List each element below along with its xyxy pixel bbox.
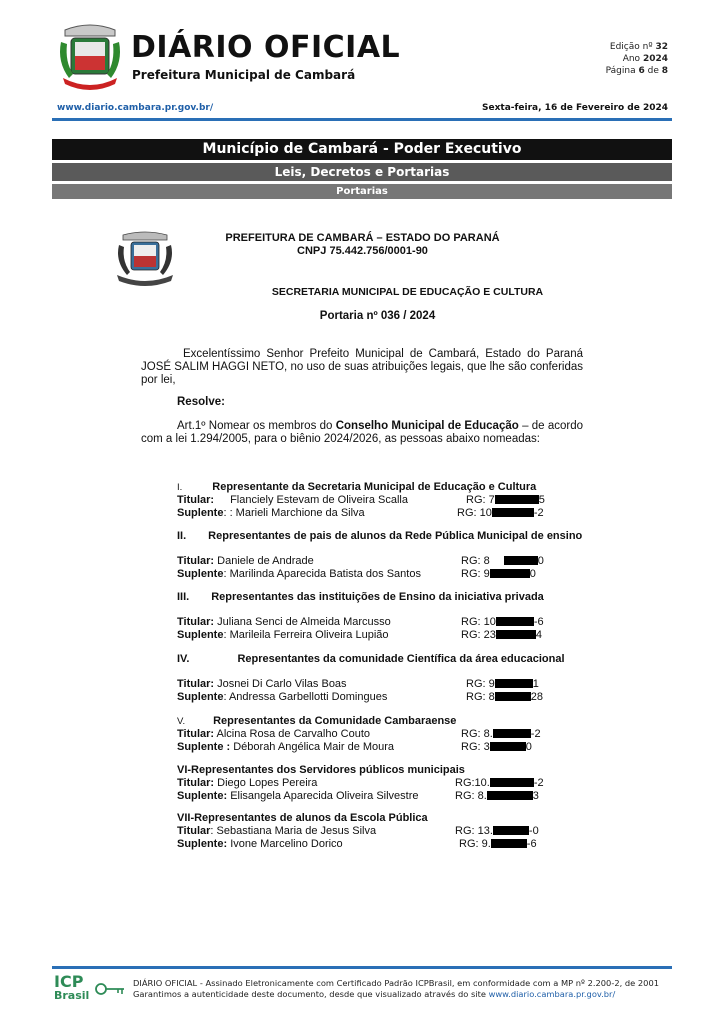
member-section: VII-Representantes de alunos da Escola Pública <box>177 812 428 824</box>
intro-paragraph: Excelentíssimo Senhor Prefeito Municipal de Cambará, Estado do Paraná JOSÉ SALIM HAGGI NETO, no uso de suas atribuições legais, que lhe são conferidas por lei, <box>141 348 583 386</box>
titular-rg: RG:10. -2 <box>455 777 544 789</box>
document-cnpj: CNPJ 75.442.756/0001-90 <box>297 245 428 257</box>
resolve-heading: Resolve: <box>177 396 225 408</box>
publication-date: Sexta-feira, 16 de Fevereiro de 2024 <box>482 103 668 113</box>
titular-rg: RG: 13. -0 <box>455 825 539 837</box>
document-entity: PREFEITURA DE CAMBARÁ – ESTADO DO PARANÁ <box>225 232 500 244</box>
titular-rg: RG: 10 -6 <box>461 616 544 628</box>
ordinance-title: Portaria nº 036 / 2024 <box>319 310 436 322</box>
icp-brasil-logo: ICP Brasil <box>54 975 129 1005</box>
titular-rg: RG: 9 1 <box>466 678 539 690</box>
suplente-row: Suplente: Marileila Ferreira Oliveira Lupião <box>177 629 389 641</box>
member-section: III. Representantes das instituições de Ensino da iniciativa privada <box>177 591 544 603</box>
titular-row: Titular: Daniele de Andrade <box>177 555 314 567</box>
suplente-rg: RG: 9 0 <box>461 568 536 580</box>
titular-row: Titular: Alcina Rosa de Carvalho Couto <box>177 728 371 740</box>
suplente-rg: RG: 9. -6 <box>459 838 537 850</box>
titular-row: Titular: Juliana Senci de Almeida Marcusso <box>177 616 391 628</box>
subcategory-bar: Portarias <box>52 184 672 199</box>
edition-info: Edição nº 32 Ano 2024 Página 6 de 8 <box>605 42 668 76</box>
member-section: VI-Representantes dos Servidores públicos municipais <box>177 764 465 776</box>
footer-signature-note: DIÁRIO OFICIAL - Assinado Eletronicamente com Certificado Padrão ICPBrasil, em conformidade com a MP nº 2.200-2, de 2001 Garantimos a autenticidade deste documento, desde que visualizado através do site www.diario.cambara.pr.gov.br/ <box>133 978 659 999</box>
suplente-row: Suplente: Andressa Garbellotti Domingues <box>177 691 388 703</box>
suplente-rg: RG: 23 4 <box>461 629 542 641</box>
footer-divider <box>52 966 672 969</box>
titular-rg: RG: 8. -2 <box>461 728 541 740</box>
member-section: IV. Representantes da comunidade Científica da área educacional <box>177 653 565 665</box>
titular-row: Titular: Diego Lopes Pereira <box>177 777 318 789</box>
key-icon <box>94 979 126 999</box>
secretariat-name: SECRETARIA MUNICIPAL DE EDUCAÇÃO E CULTURA <box>271 286 544 298</box>
header-divider <box>52 118 672 121</box>
titular-rg: RG: 8 0 <box>461 555 544 567</box>
newspaper-subtitle: Prefeitura Municipal de Cambará <box>132 68 356 82</box>
municipal-coat-of-arms-logo <box>57 22 123 92</box>
article-1-paragraph: Art.1º Nomear os membros do Conselho Municipal de Educação – de acordo com a lei 1.294/2005, para o biênio 2024/2026, as pessoas abaixo nomeadas: <box>141 420 583 445</box>
suplente-row: Suplente: Marilinda Aparecida Batista dos Santos <box>177 568 421 580</box>
suplente-row: Suplente: : Marieli Marchione da Silva <box>177 507 365 519</box>
member-section: I. Representante da Secretaria Municipal de Educação e Cultura <box>177 481 537 493</box>
suplente-rg: RG: 8. 3 <box>455 790 539 802</box>
titular-row: Titular: Josnei Di Carlo Vilas Boas <box>177 678 347 690</box>
titular-row: Titular: Flanciely Estevam de Oliveira Scalla <box>177 494 408 506</box>
member-section: II. Representantes de pais de alunos da Rede Pública Municipal de ensino <box>177 530 583 542</box>
section-bar: Município de Cambará - Poder Executivo <box>52 139 672 160</box>
suplente-rg: RG: 10 -2 <box>457 507 544 519</box>
category-bar: Leis, Decretos e Portarias <box>52 163 672 181</box>
suplente-rg: RG: 8 28 <box>466 691 543 703</box>
footer-site-link[interactable]: www.diario.cambara.pr.gov.br/ <box>488 989 616 999</box>
suplente-row: Suplente : Déborah Angélica Mair de Moura <box>177 741 395 753</box>
titular-rg: RG: 7 5 <box>466 494 545 506</box>
site-url-link[interactable]: www.diario.cambara.pr.gov.br/ <box>57 103 214 113</box>
suplente-rg: RG: 3 0 <box>461 741 532 753</box>
titular-row: Titular: Sebastiana Maria de Jesus Silva <box>177 825 377 837</box>
newspaper-title: DIÁRIO OFICIAL <box>131 30 401 65</box>
suplente-row: Suplente: Ivone Marcelino Dorico <box>177 838 343 850</box>
suplente-row: Suplente: Elisangela Aparecida Oliveira Silvestre <box>177 790 419 802</box>
member-section: V. Representantes da Comunidade Cambaraense <box>177 715 457 727</box>
